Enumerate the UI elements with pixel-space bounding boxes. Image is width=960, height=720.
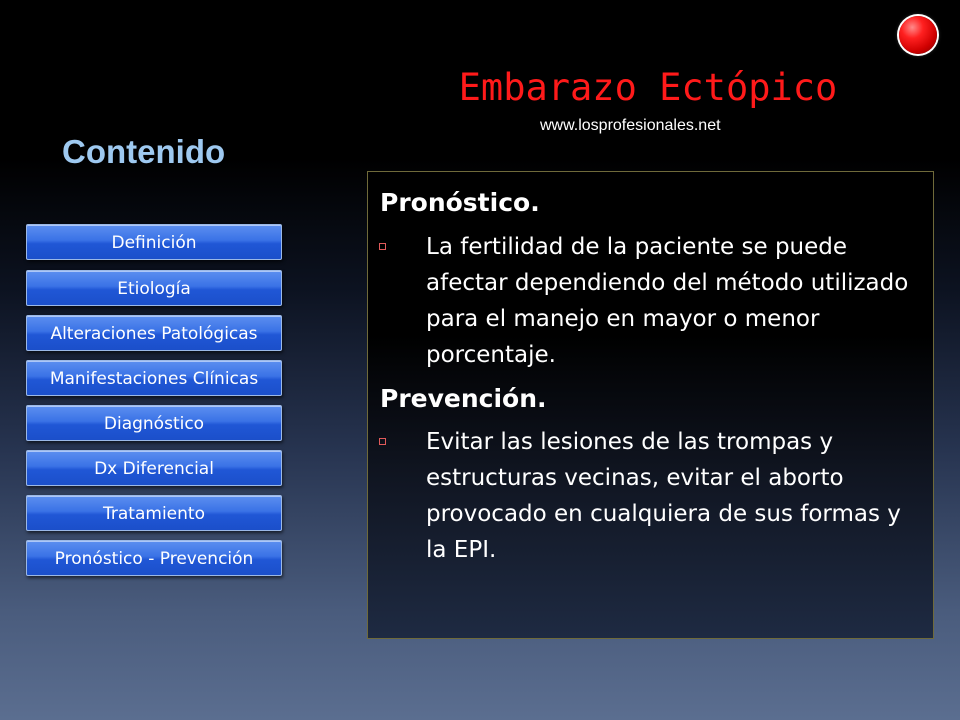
nav-button-alteraciones-patologicas[interactable]: Alteraciones Patológicas [26, 315, 282, 351]
sidebar-heading: Contenido [62, 133, 226, 170]
section-heading-prevencion: Prevención. [380, 384, 547, 413]
website-link[interactable]: www.losprofesionales.net [540, 117, 721, 134]
bullet-text-prevencion: Evitar las lesiones de las trompas y estructuras vecinas, evitar el aborto provocado en cualquiera de sus formas y la EPI. [426, 429, 901, 563]
section-heading-pronostico: Pronóstico. [380, 188, 540, 217]
bullet-text-pronostico: La fertilidad de la paciente se puede afectar dependiendo del método utilizado para el manejo en mayor o menor porcentaje. [426, 234, 909, 368]
nav-button-diagnostico[interactable]: Diagnóstico [26, 405, 282, 441]
close-dot-icon[interactable] [899, 16, 937, 54]
content-panel [367, 171, 934, 639]
nav-button-pronostico-prevencion[interactable]: Pronóstico - Prevención [26, 540, 282, 576]
slide-title: Embarazo Ectópico [458, 66, 838, 109]
nav-button-definicion[interactable]: Definición [26, 224, 282, 260]
nav-button-dx-diferencial[interactable]: Dx Diferencial [26, 450, 282, 486]
nav-button-manifestaciones-clinicas[interactable]: Manifestaciones Clínicas [26, 360, 282, 396]
bullet-square-icon [379, 438, 386, 445]
bullet-square-icon [379, 243, 386, 250]
nav-button-tratamiento[interactable]: Tratamiento [26, 495, 282, 531]
nav-button-etiologia[interactable]: Etiología [26, 270, 282, 306]
